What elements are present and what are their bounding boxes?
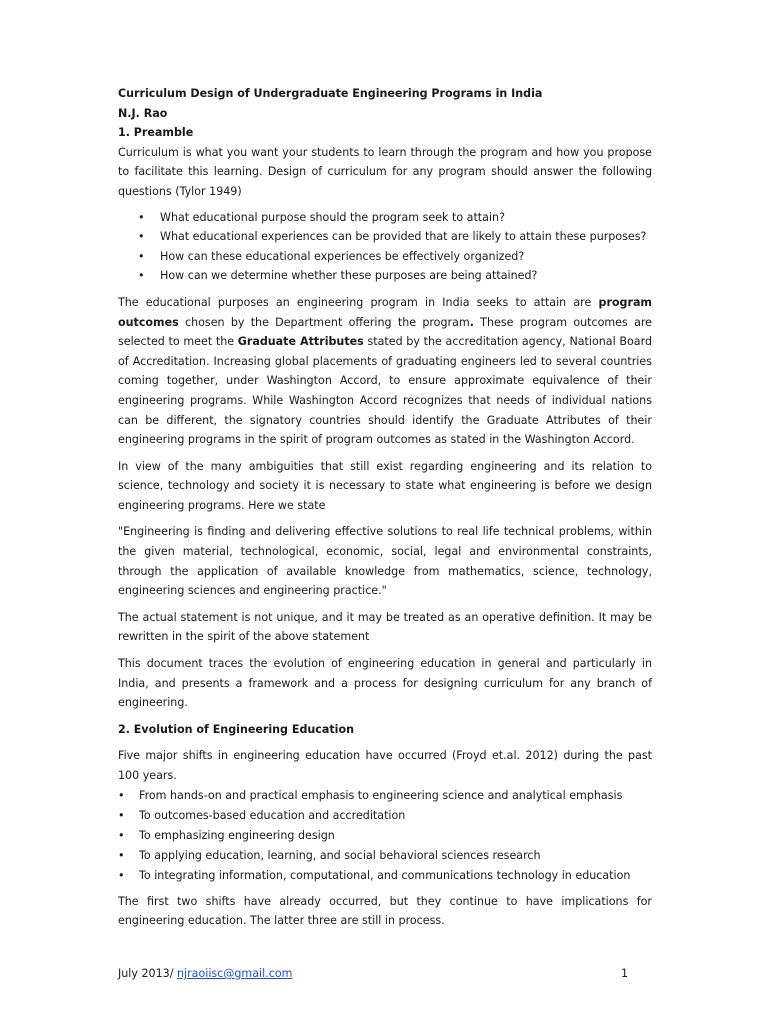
section-heading-evolution: 2. Evolution of Engineering Education (118, 722, 354, 736)
list-item-text: How can we determine whether these purposes are being attained? (160, 269, 538, 283)
list-item-text: To applying education, learning, and social behavioral sciences research (139, 848, 541, 862)
paragraph-closing: The first two shifts have already occurred, but they continue to have implications for engineering education. The latter three are still in process. (118, 894, 652, 928)
bullet-icon: • (118, 808, 125, 822)
paragraph-intro: Curriculum is what you want your students to learn through the program and how you propose to facilitate this learning. Design of curriculum for any program should answer the following questions (Tylor 1949) (118, 145, 652, 198)
list-item (118, 826, 652, 846)
list-item-text: To outcomes-based education and accreditation (139, 808, 406, 822)
bullet-icon: • (118, 868, 125, 882)
page-footer (118, 966, 628, 982)
document-author: N.J. Rao (118, 106, 168, 120)
list-item-text: To emphasizing engineering design (139, 828, 335, 842)
document-title: Curriculum Design of Undergraduate Engineering Programs in India (118, 87, 543, 100)
bullet-icon: • (118, 848, 125, 862)
list-item (118, 846, 652, 866)
shifts-list (118, 786, 652, 886)
bullet-icon: • (138, 230, 145, 244)
questions-list (138, 208, 652, 286)
paragraph-ambiguities: In view of the many ambiguities that still exist regarding engineering and its relation to science, technology and society it is necessary to state what engineering is before we design engineering programs. Here we state (118, 459, 652, 512)
list-item-text: How can these educational experiences be effectively organized? (160, 249, 525, 263)
text-run: stated by the accreditation agency, National Board of Accreditation. Increasing global placements of graduating engineers led to several countries coming together, under Washington Accord, to ensure approximate equivalence of their engineering programs. While Washington Accord recognizes that needs of individual nations can be different, the signatory countries should identify the Graduate Attributes of their engineering programs in the spirit of program outcomes as stated in the Washington Accord. (118, 335, 652, 447)
paragraph-document-scope: This document traces the evolution of engineering education in general and particularly in India, and presents a framework and a process for designing curriculum for any branch of engineering. (118, 657, 652, 710)
bullet-icon: • (138, 249, 145, 263)
list-item (138, 266, 652, 286)
list-item (118, 786, 652, 806)
list-item-text: What educational experiences can be provided that are likely to attain these purposes? (160, 230, 647, 244)
list-item (138, 247, 652, 267)
text-run: chosen by the Department offering the program (178, 315, 470, 329)
paragraph-program-outcomes (118, 293, 652, 450)
bullet-icon: • (138, 269, 145, 283)
paragraph-operative-definition: The actual statement is not unique, and it may be treated as an operative definition. It may be rewritten in the spirit of the above statement (118, 610, 652, 644)
text-run: These program outcomes are selected to meet the (118, 315, 653, 349)
list-item (118, 866, 652, 886)
list-item (138, 227, 652, 247)
document-page (118, 84, 652, 938)
engineering-definition-quote: "Engineering is finding and delivering effective solutions to real life technical problems, within the given material, technological, economic, social, legal and environmental constraints, through the application of available knowledge from mathematics, science, technology, engineering sciences and engineering practice." (118, 525, 652, 598)
bold-term-graduate-attributes: Graduate Attributes (237, 335, 364, 349)
bullet-icon: • (118, 788, 125, 802)
list-item-text: To integrating information, computational, and communications technology in education (139, 868, 631, 882)
text-run: The educational purposes an engineering program in India seeks to attain are (118, 295, 599, 309)
bullet-icon: • (118, 828, 125, 842)
section-heading-preamble: 1. Preamble (118, 126, 194, 140)
bullet-icon: • (138, 210, 145, 224)
bold-term-program-outcomes: program outcomes (118, 295, 652, 329)
footer-date: July 2013/ (118, 967, 177, 980)
footer-email-link[interactable]: njraoiisc@gmail.com (176, 967, 293, 980)
paragraph-five-shifts: Five major shifts in engineering education have occurred (Froyd et.al. 2012) during the past 100 years. (118, 749, 652, 782)
list-item (138, 208, 652, 228)
list-item (118, 806, 652, 826)
page-number: 1 (620, 967, 628, 980)
bold-period: . (469, 315, 474, 329)
list-item-text: What educational purpose should the program seek to attain? (160, 210, 505, 224)
list-item-text: From hands-on and practical emphasis to engineering science and analytical emphasis (139, 788, 623, 802)
